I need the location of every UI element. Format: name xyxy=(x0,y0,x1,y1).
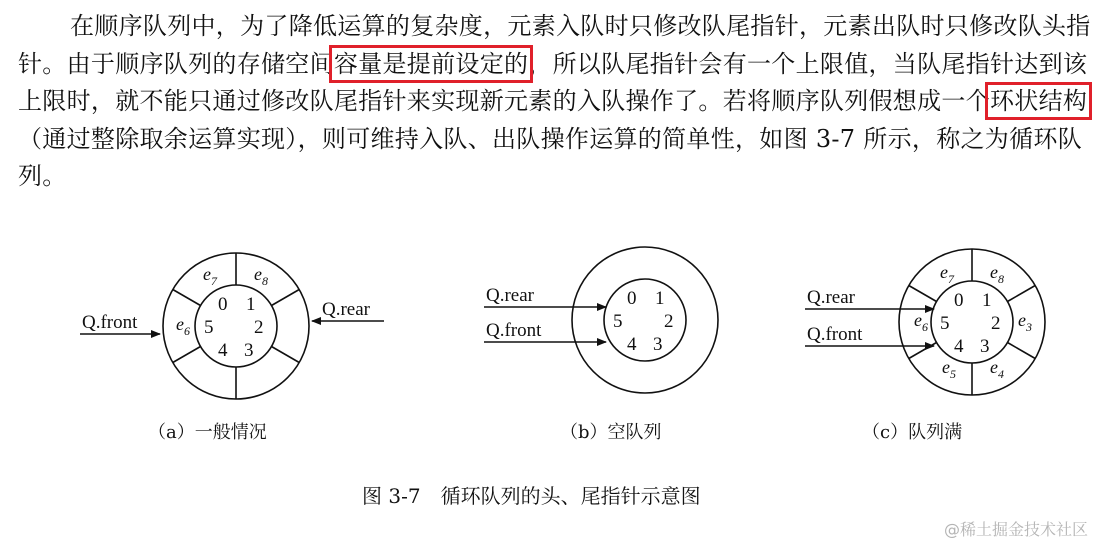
subcaption-c: （c）队列满 xyxy=(862,422,963,443)
subcaption-a: （a）一般情况 xyxy=(148,422,267,443)
paragraph-text-3: （通过整除取余运算实现），则可维持入队、出队操作运算的简单性，如图 3-7 所示，称之为循环队列。 xyxy=(18,124,1083,190)
element-label: $e_7$ xyxy=(940,262,954,286)
element-label: $e_5$ xyxy=(942,357,956,381)
slot-number: 1 xyxy=(982,290,992,311)
rear-pointer-label-c: Q.rear xyxy=(807,287,855,308)
element-label: $e_6$ xyxy=(176,314,190,338)
slot-number: 1 xyxy=(246,294,256,315)
slot-number: 0 xyxy=(954,290,964,311)
slot-number: 4 xyxy=(954,336,964,357)
slot-number: 3 xyxy=(244,340,254,361)
element-label: $e_4$ xyxy=(990,357,1004,381)
rear-pointer-label-b: Q.rear xyxy=(486,285,534,306)
slot-number: 2 xyxy=(991,313,1001,334)
ring-divider xyxy=(1008,343,1036,359)
ring-diagram-b xyxy=(572,247,718,393)
ring-divider xyxy=(272,290,300,306)
ring-divider xyxy=(1008,286,1036,302)
slot-number: 4 xyxy=(218,340,228,361)
slot-numbers-c xyxy=(940,290,1001,357)
front-pointer-label-b: Q.front xyxy=(486,320,542,341)
slot-number: 5 xyxy=(613,311,623,332)
highlight-ring-structure: 环状结构 xyxy=(990,87,1088,115)
slot-number: 3 xyxy=(980,336,990,357)
element-label: $e_3$ xyxy=(1018,310,1032,334)
slot-number: 5 xyxy=(940,313,950,334)
ring-divider xyxy=(909,286,937,302)
front-pointer-label-c: Q.front xyxy=(807,324,863,345)
ring-divider xyxy=(173,290,201,306)
slot-number: 3 xyxy=(653,334,663,355)
slot-number: 1 xyxy=(655,288,665,309)
subcaption-b: （b）空队列 xyxy=(560,422,662,443)
element-label: $e_6$ xyxy=(914,310,928,334)
rear-pointer-label-a: Q.rear xyxy=(322,299,370,320)
slot-number: 2 xyxy=(664,311,674,332)
ring-divider xyxy=(909,343,937,359)
slot-number: 2 xyxy=(254,317,264,338)
slot-number: 5 xyxy=(204,317,214,338)
paragraph-text-1: 在顺序队列中，为了降低运算的复杂度，元素入队时只修改队尾指针，元素出队时只修改队头指针。由于顺序队列的存储空间 xyxy=(18,12,1091,78)
element-label: $e_7$ xyxy=(203,264,217,288)
element-label: $e_8$ xyxy=(254,264,268,288)
watermark: @稀土掘金技术社区 xyxy=(943,520,1088,539)
slot-numbers-b xyxy=(613,288,674,355)
ring-divider xyxy=(272,347,300,363)
slot-number: 4 xyxy=(627,334,637,355)
slot-numbers-a xyxy=(204,294,264,361)
front-pointer-label-a: Q.front xyxy=(82,312,138,333)
slot-number: 0 xyxy=(627,288,637,309)
element-label: $e_8$ xyxy=(990,262,1004,286)
paragraph-text-2: ，所以队尾指针会有一个上限值，当队尾指针达到该上限时，就不能只通过修改队尾指针来实现新元素的入队操作了。若将顺序队列假想成一个 xyxy=(18,49,1088,115)
figure-caption: 图 3-7 循环队列的头、尾指针示意图 xyxy=(362,484,701,508)
highlight-capacity-preset: 容量是提前设定的 xyxy=(333,49,529,78)
ring-divider xyxy=(173,347,201,363)
slot-number: 0 xyxy=(218,294,228,315)
